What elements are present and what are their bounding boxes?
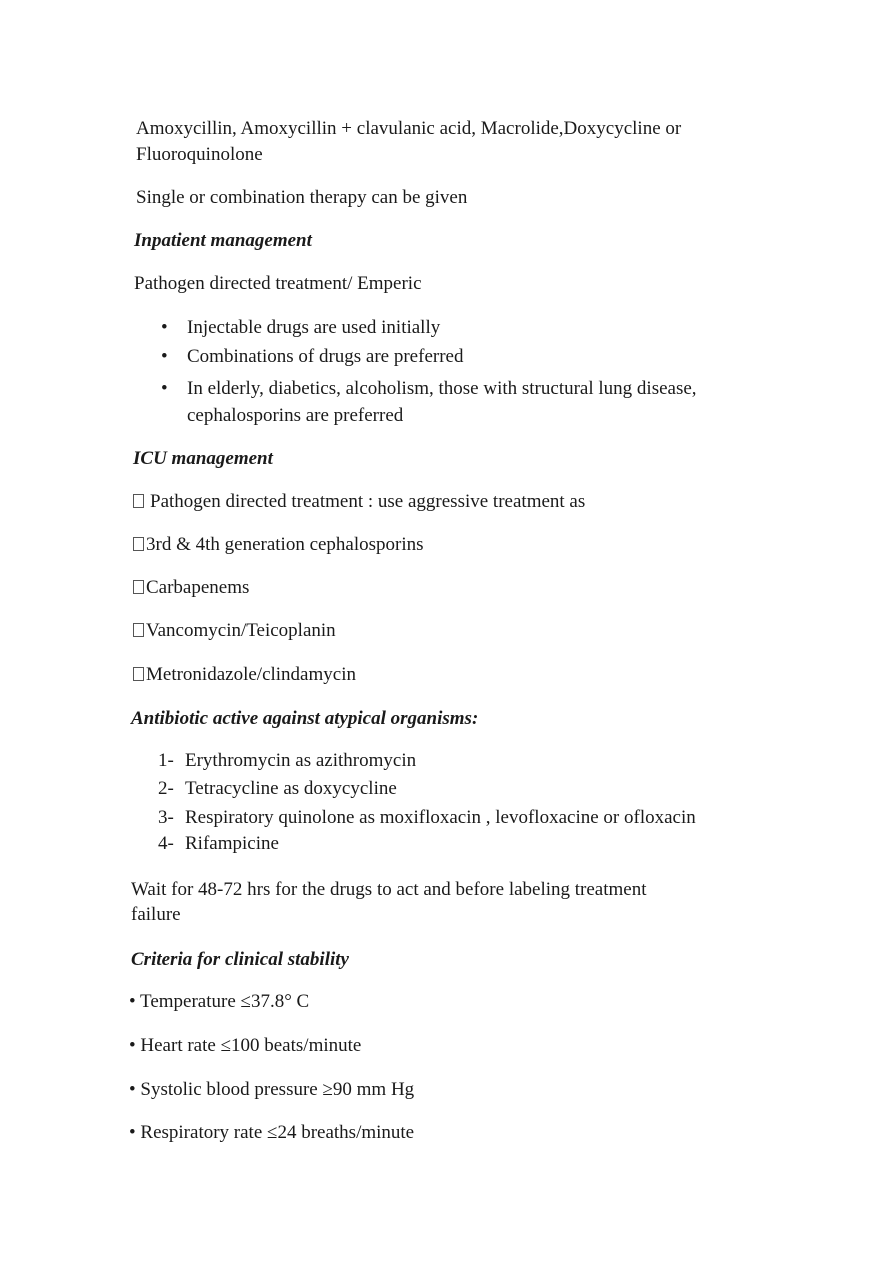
checkbox-glyph-icon <box>133 623 144 637</box>
list-number: 1- <box>158 750 174 771</box>
icu-item-text: Vancomycin/Teicoplanin <box>146 620 336 641</box>
intro-line-1: Amoxycillin, Amoxycillin + clavulanic acid, Macrolide,Doxycycline or <box>136 118 682 139</box>
intro-line-2: Fluoroquinolone <box>136 144 263 165</box>
inpatient-heading: Inpatient management <box>134 230 312 251</box>
wait-line-1: Wait for 48-72 hrs for the drugs to act and before labeling treatment <box>131 879 647 900</box>
icu-item-text: Carbapenems <box>146 577 250 598</box>
list-item: Erythromycin as azithromycin <box>185 750 417 771</box>
wait-line-2: failure <box>131 904 181 925</box>
icu-item <box>133 490 585 514</box>
checkbox-glyph-icon <box>133 667 144 681</box>
stability-item: • Systolic blood pressure ≥90 mm Hg <box>129 1079 415 1100</box>
bullet-icon: • <box>161 317 168 338</box>
list-item-continuation: cephalosporins are preferred <box>187 405 404 426</box>
icu-item <box>133 663 356 687</box>
icu-item-text: 3rd & 4th generation cephalosporins <box>146 534 424 555</box>
list-item: In elderly, diabetics, alcoholism, those with structural lung disease, <box>187 378 697 399</box>
list-item: Respiratory quinolone as moxifloxacin , levofloxacine or ofloxacin <box>185 807 696 828</box>
list-number: 2- <box>158 778 174 799</box>
bullet-icon: • <box>161 346 168 367</box>
list-item: Rifampicine <box>185 833 279 854</box>
list-item: Combinations of drugs are preferred <box>187 346 464 367</box>
stability-heading: Criteria for clinical stability <box>131 949 349 970</box>
list-number: 4- <box>158 833 174 854</box>
stability-item: • Respiratory rate ≤24 breaths/minute <box>129 1122 415 1143</box>
icu-item-text: Pathogen directed treatment : use aggressive treatment as <box>150 491 586 512</box>
icu-item <box>133 576 249 600</box>
stability-item: • Heart rate ≤100 beats/minute <box>129 1035 362 1056</box>
bullet-icon: • <box>161 378 168 399</box>
inpatient-subheading: Pathogen directed treatment/ Emperic <box>134 273 422 294</box>
icu-item <box>133 533 424 557</box>
atypical-heading: Antibiotic active against atypical organisms: <box>131 708 479 729</box>
therapy-note: Single or combination therapy can be given <box>136 187 468 208</box>
icu-item-text: Metronidazole/clindamycin <box>146 664 356 685</box>
icu-item <box>133 619 336 643</box>
checkbox-glyph-icon <box>133 494 144 508</box>
checkbox-glyph-icon <box>133 580 144 594</box>
stability-item: • Temperature ≤37.8° C <box>129 991 310 1012</box>
list-item: Injectable drugs are used initially <box>187 317 441 338</box>
checkbox-glyph-icon <box>133 537 144 551</box>
icu-heading: ICU management <box>133 448 273 469</box>
list-number: 3- <box>158 807 174 828</box>
list-item: Tetracycline as doxycycline <box>185 778 397 799</box>
